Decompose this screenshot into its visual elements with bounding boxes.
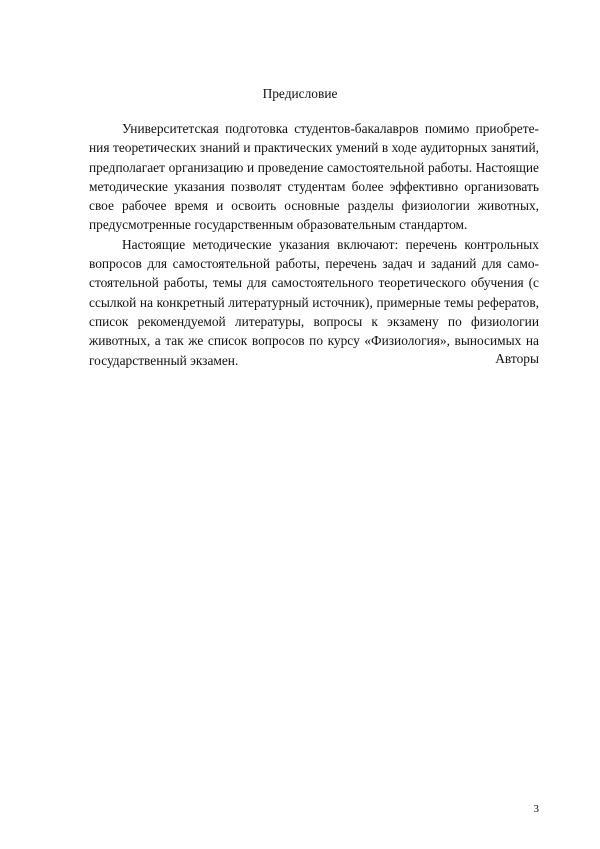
page-number: 3 bbox=[533, 803, 539, 815]
preface-paragraph-2: Настоящие методические указания включают: перечень контрольных вопросов для самостоятельной работы, перечень задач и заданий для самостоятельной работы, темы для самостоятельного теоретического обучения (с ссылкой на конкретный литературный источник), примерные темы рефератов, список рекомендуемой литературы, вопросы к экзамену по физиологии животных, а так же список вопросов по курсу «Физиология», выносимых на государственный экзамен. bbox=[89, 236, 539, 368]
preface-body bbox=[89, 119, 539, 370]
preface-paragraph-1: Университетская подготовка студентов-бакалавров помимо приобретения теоретических знаний и практических умений в ходе аудиторных занятий, предполагает организацию и проведение самостоятельной работы. Настоящие методические указания позволят студентам более эффективно организовать свое рабочее время и освоить основные разделы физиологии животных, предусмотренные государственным образовательным стандартом. bbox=[89, 121, 539, 233]
page-heading: Предисловие bbox=[262, 86, 338, 101]
authors-signature: Авторы bbox=[495, 351, 539, 366]
